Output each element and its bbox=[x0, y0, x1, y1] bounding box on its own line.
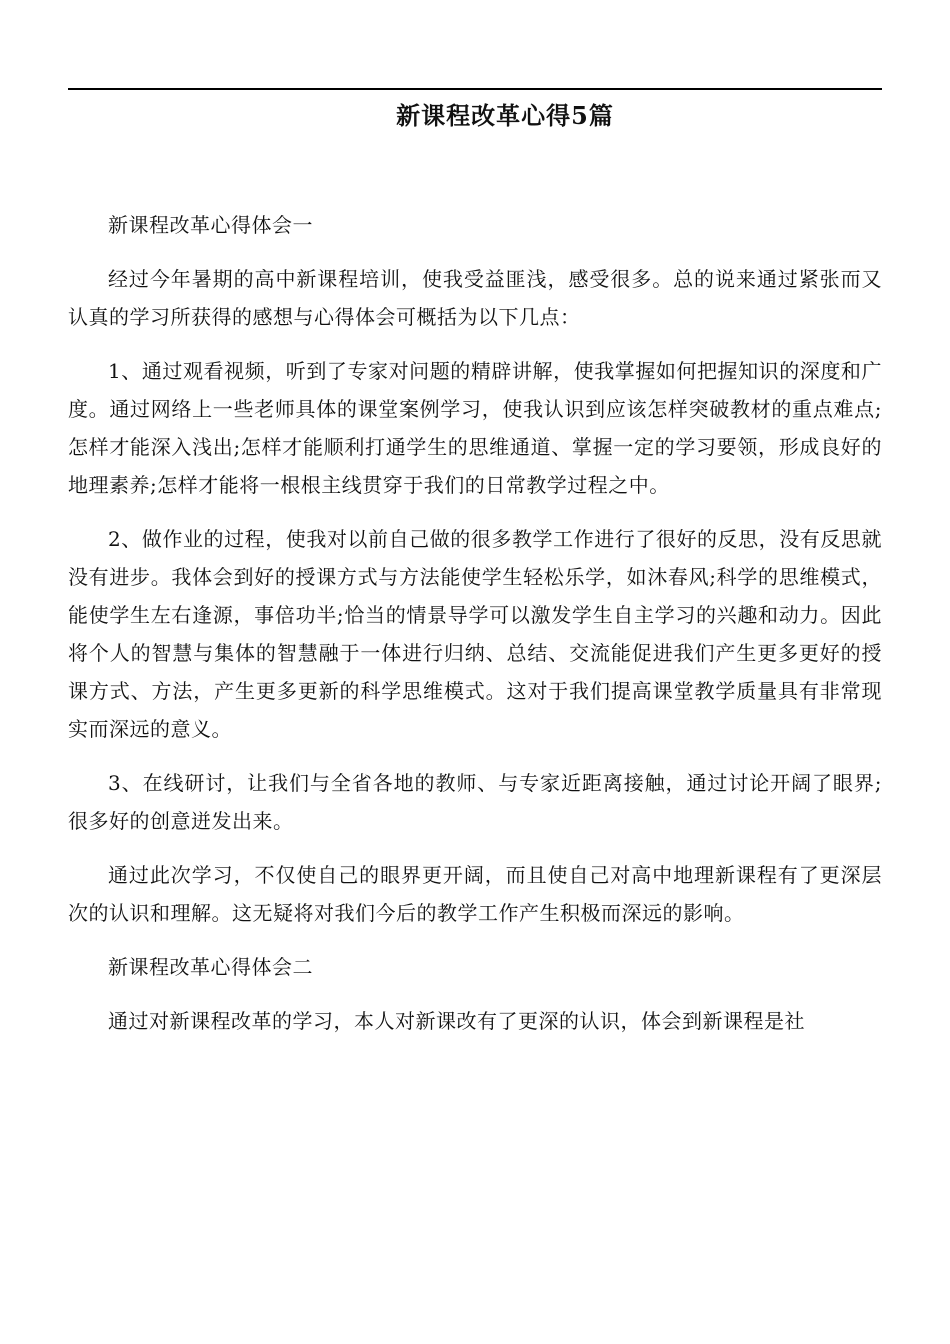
paragraph-point-2: 2、做作业的过程，使我对以前自己做的很多教学工作进行了很好的反思，没有反思就没有进步。我体会到好的授课方式与方法能使学生轻松乐学，如沐春风;科学的思维模式，能使学生左右逢源，事倍功半;恰当的情景导学可以激发学生自主学习的兴趣和动力。因此将个人的智慧与集体的智慧融于一体进行归纳、总结、交流能促进我们产生更多更好的授课方式、方法，产生更多更新的科学思维模式。这对于我们提高课堂教学质量具有非常现实而深远的意义。 bbox=[68, 527, 882, 741]
paragraph-intro: 经过今年暑期的高中新课程培训，使我受益匪浅，感受很多。总的说来通过紧张而又认真的学习所获得的感想与心得体会可概括为以下几点： bbox=[68, 267, 882, 329]
paragraph-section-2-intro: 通过对新课程改革的学习，本人对新课改有了更深的认识，体会到新课程是社 bbox=[108, 1009, 805, 1033]
paragraph-conclusion: 通过此次学习，不仅使自己的眼界更开阔，而且使自己对高中地理新课程有了更深层次的认识和理解。这无疑将对我们今后的教学工作产生积极而深远的影响。 bbox=[68, 863, 882, 925]
section-heading-2: 新课程改革心得体会二 bbox=[108, 955, 313, 979]
header-rule bbox=[68, 88, 882, 90]
document-body bbox=[68, 206, 882, 1056]
section-heading-1: 新课程改革心得体会一 bbox=[108, 213, 313, 237]
document-title: 新课程改革心得5篇 bbox=[396, 101, 614, 130]
paragraph-point-3: 3、在线研讨，让我们与全省各地的教师、与专家近距离接触，通过讨论开阔了眼界;很多好的创意迸发出来。 bbox=[68, 771, 882, 833]
paragraph-point-1: 1、通过观看视频，听到了专家对问题的精辟讲解，使我掌握如何把握知识的深度和广度。通过网络上一些老师具体的课堂案例学习，使我认识到应该怎样突破教材的重点难点;怎样才能深入浅出;怎样才能顺利打通学生的思维通道、掌握一定的学习要领，形成良好的地理素养;怎样才能将一根根主线贯穿于我们的日常教学过程之中。 bbox=[68, 359, 882, 497]
